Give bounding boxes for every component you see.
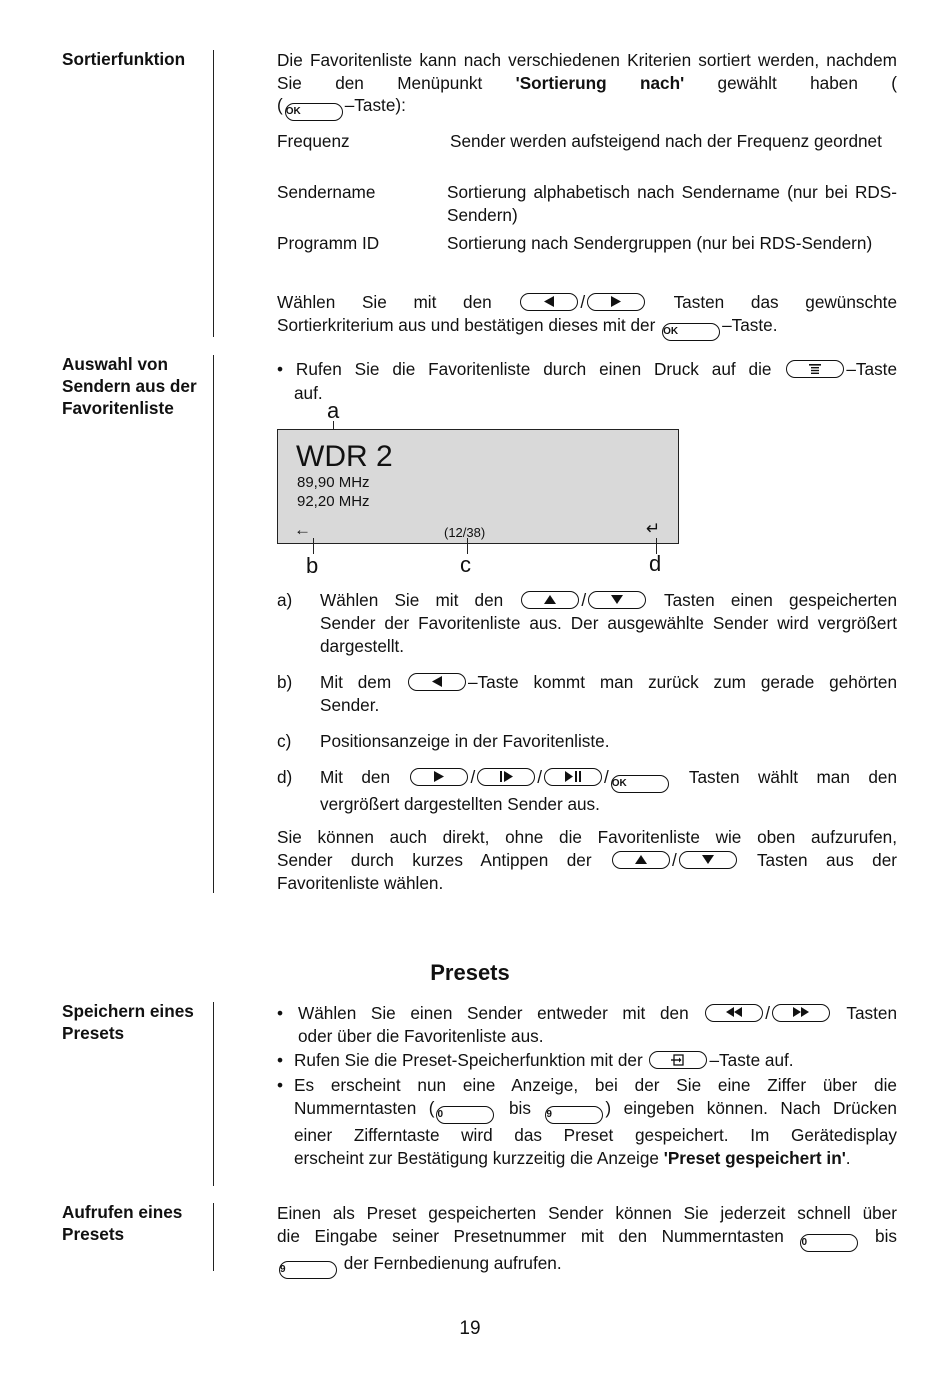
- key-0-icon: 0: [436, 1106, 494, 1124]
- callout-b: b: [306, 553, 319, 578]
- right-arrow-key-icon: [587, 293, 645, 311]
- select-direct: Sie können auch direkt, ohne die Favoritenliste wie oben aufzurufen, Sender durch kurzes Antippen der / Tasten aus der Favoritenliste wählen.: [277, 827, 898, 894]
- preset-store-key-icon: [649, 1051, 707, 1069]
- section-divider: [213, 1203, 214, 1271]
- list-menu-key-icon: [786, 360, 844, 378]
- sort-choose-line1: Wählen Sie mit den / Tasten das gewünschte: [277, 292, 898, 312]
- side-label-speichern: Speichern eines Presets: [62, 1001, 194, 1043]
- callout-d: d: [649, 551, 662, 576]
- ok-key-icon: OK: [285, 103, 343, 121]
- sort-intro: Die Favoritenliste kann nach verschiedenen Kriterien sortiert werden, nachdem Sie den Menüpunkt 'Sortierung nach' gewählt haben (: [277, 50, 897, 94]
- sort-choose-line2: Sortierkriterium aus und bestätigen dieses mit der OK –Taste.: [277, 314, 897, 341]
- recall-paragraph: Einen als Preset gespeicherten Sender können Sie jederzeit schnell über die Eingabe seiner Presetnummer mit den Nummerntasten 0 bis 9 der Fernbedienung aufrufen.: [277, 1202, 897, 1279]
- presets-heading: Presets: [430, 960, 510, 985]
- select-bullet: • Rufen Sie die Favoritenliste durch einen Druck auf die –Taste: [277, 359, 897, 379]
- side-label-auswahl: Auswahl von Sendern aus der Favoritenliste: [62, 354, 197, 418]
- back-arrow-icon: ←: [294, 520, 311, 539]
- callout-c: c: [460, 552, 471, 577]
- fast-forward-key-icon: [772, 1004, 830, 1022]
- down-arrow-key-icon: [679, 851, 737, 869]
- section-divider: [213, 355, 214, 893]
- display-frequency-2: 92,20 MHz: [297, 493, 370, 510]
- enter-arrow-icon: ↵: [646, 519, 661, 538]
- key-9-icon: 9: [545, 1106, 603, 1124]
- ok-key-icon: OK: [662, 323, 720, 341]
- display-position: (12/38): [444, 525, 486, 540]
- step-forward-key-icon: [477, 768, 535, 786]
- page-number: 19: [459, 1318, 481, 1339]
- sort-intro-line3: ( OK –Taste):: [277, 94, 897, 121]
- up-arrow-key-icon: [521, 591, 579, 609]
- ok-key-icon: OK: [611, 775, 669, 793]
- section-divider: [213, 1002, 214, 1186]
- up-arrow-key-icon: [612, 851, 670, 869]
- section-divider: [213, 50, 214, 337]
- side-label-aufrufen: Aufrufen eines Presets: [62, 1202, 183, 1244]
- rewind-key-icon: [705, 1004, 763, 1022]
- key-9-icon: 9: [279, 1261, 337, 1279]
- display-station-name: WDR 2: [296, 440, 393, 473]
- side-label-sortierfunktion: Sortierfunktion: [62, 49, 186, 69]
- left-arrow-key-icon: [408, 673, 466, 691]
- key-0-icon: 0: [800, 1234, 858, 1252]
- left-arrow-key-icon: [520, 293, 578, 311]
- down-arrow-key-icon: [588, 591, 646, 609]
- radio-display: [277, 429, 679, 544]
- play-pause-key-icon: [544, 768, 602, 786]
- right-arrow-key-icon: [410, 768, 468, 786]
- callout-a: a: [327, 398, 340, 423]
- select-bullet-line2: auf.: [294, 383, 323, 403]
- display-frequency-1: 89,90 MHz: [297, 474, 370, 491]
